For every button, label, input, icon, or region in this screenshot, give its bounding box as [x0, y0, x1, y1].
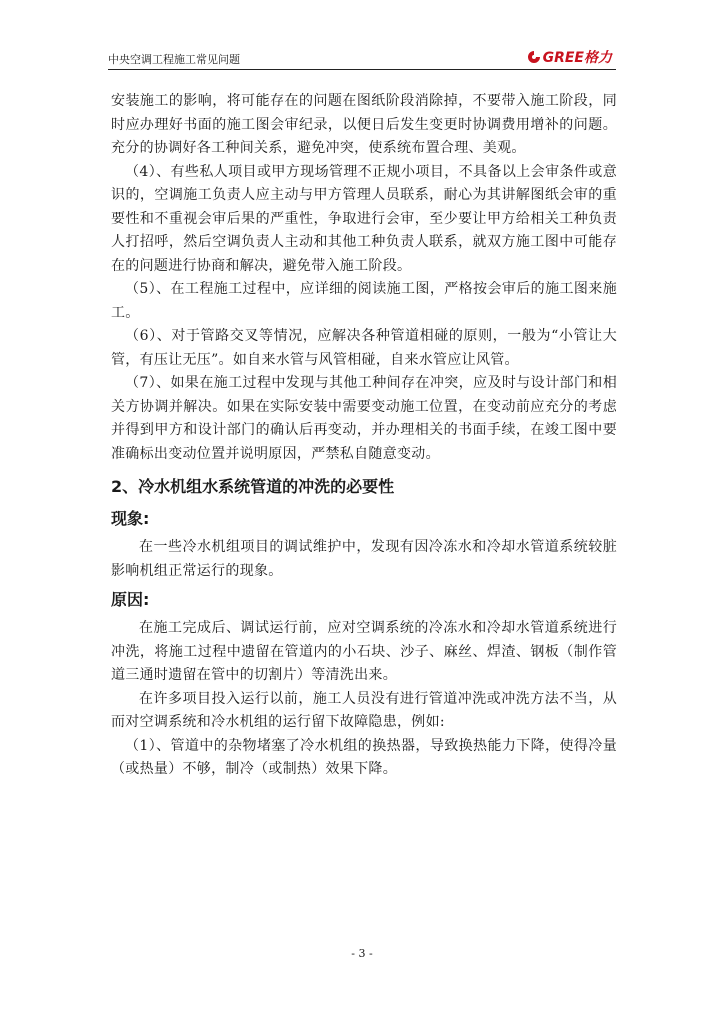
paragraph-continued: 安装施工的影响，将可能存在的问题在图纸阶段消除掉，不要带入施工阶段，同时应办理好书面的施工图会审纪录，以便日后发生变更时协调费用增补的问题。充分的协调好各工种间关系，避免冲突，使系统布置合理、美观。 — [111, 93, 617, 156]
gree-logo — [527, 47, 612, 67]
header-title: 中央空调工程施工常见问题 — [108, 53, 240, 66]
list-item-6: （6）、对于管路交叉等情况，应解决各种管道相碰的原则，一般为“小管让大管，有压让无压”。如自来水管与风管相碰，自来水管应让风管。 — [111, 328, 617, 368]
cause-label: 原因: — [111, 590, 150, 609]
phenomenon-label: 现象: — [111, 509, 150, 528]
page-number: - 3 - — [351, 947, 373, 960]
header-divider — [108, 69, 616, 70]
list-item-5: （5）、在工程施工过程中，应详细的阅读施工图，严格按会审后的施工图来施工。 — [111, 281, 617, 321]
page-header — [108, 44, 616, 70]
list-item-4: （4）、有些私人项目或甲方现场管理不正规小项目，不具备以上会审条件或意识的，空调施工负责人应主动与甲方管理人员联系，耐心为其讲解图纸会审的重要性和不重视会审后果的严重性，争取进行会审，至少要让甲方给相关工种负责人打招呼，然后空调负责人主动和其他工种负责人联系，就双方施工图中可能存在的问题进行协商和解决，避免带入施工阶段。 — [111, 163, 617, 274]
gree-logo-mark-icon — [527, 50, 541, 64]
cause-paragraph-2: 在许多项目投入运行以前，施工人员没有进行管道冲洗或冲洗方法不当，从而对空调系统和冷水机组的运行留下故障隐患，例如: — [111, 690, 617, 730]
list-item-7: （7）、如果在施工过程中发现与其他工种间存在冲突，应及时与设计部门和相关方协调并解决。如果在实际安装中需要变动施工位置，在变动前应充分的考虑并得到甲方和设计部门的确认后再变动，并办理相关的书面手续，在竣工图中要准确标出变动位置并说明原因，严禁私自随意变动。 — [111, 375, 617, 462]
section-heading: 2、冷水机组水系统管道的冲洗的必要性 — [111, 477, 395, 496]
cause-paragraph-1: 在施工完成后、调试运行前，应对空调系统的冷冻水和冷却水管道系统进行冲洗，将施工过程中遗留在管道内的小石块、沙子、麻丝、焊渣、钢板（制作管道三通时遗留在管中的切割片）等清洗出来。 — [111, 620, 617, 683]
logo-text: GREE格力 — [542, 50, 612, 66]
phenomenon-text: 在一些冷水机组项目的调试维护中，发现有因冷冻水和冷却水管道系统较脏影响机组正常运行的现象。 — [111, 539, 617, 579]
page-body — [111, 90, 617, 782]
cause-list-item-1: （1）、管道中的杂物堵塞了冷水机组的换热器，导致换热能力下降，使得冷量（或热量）不够，制冷（或制热）效果下降。 — [111, 737, 617, 777]
